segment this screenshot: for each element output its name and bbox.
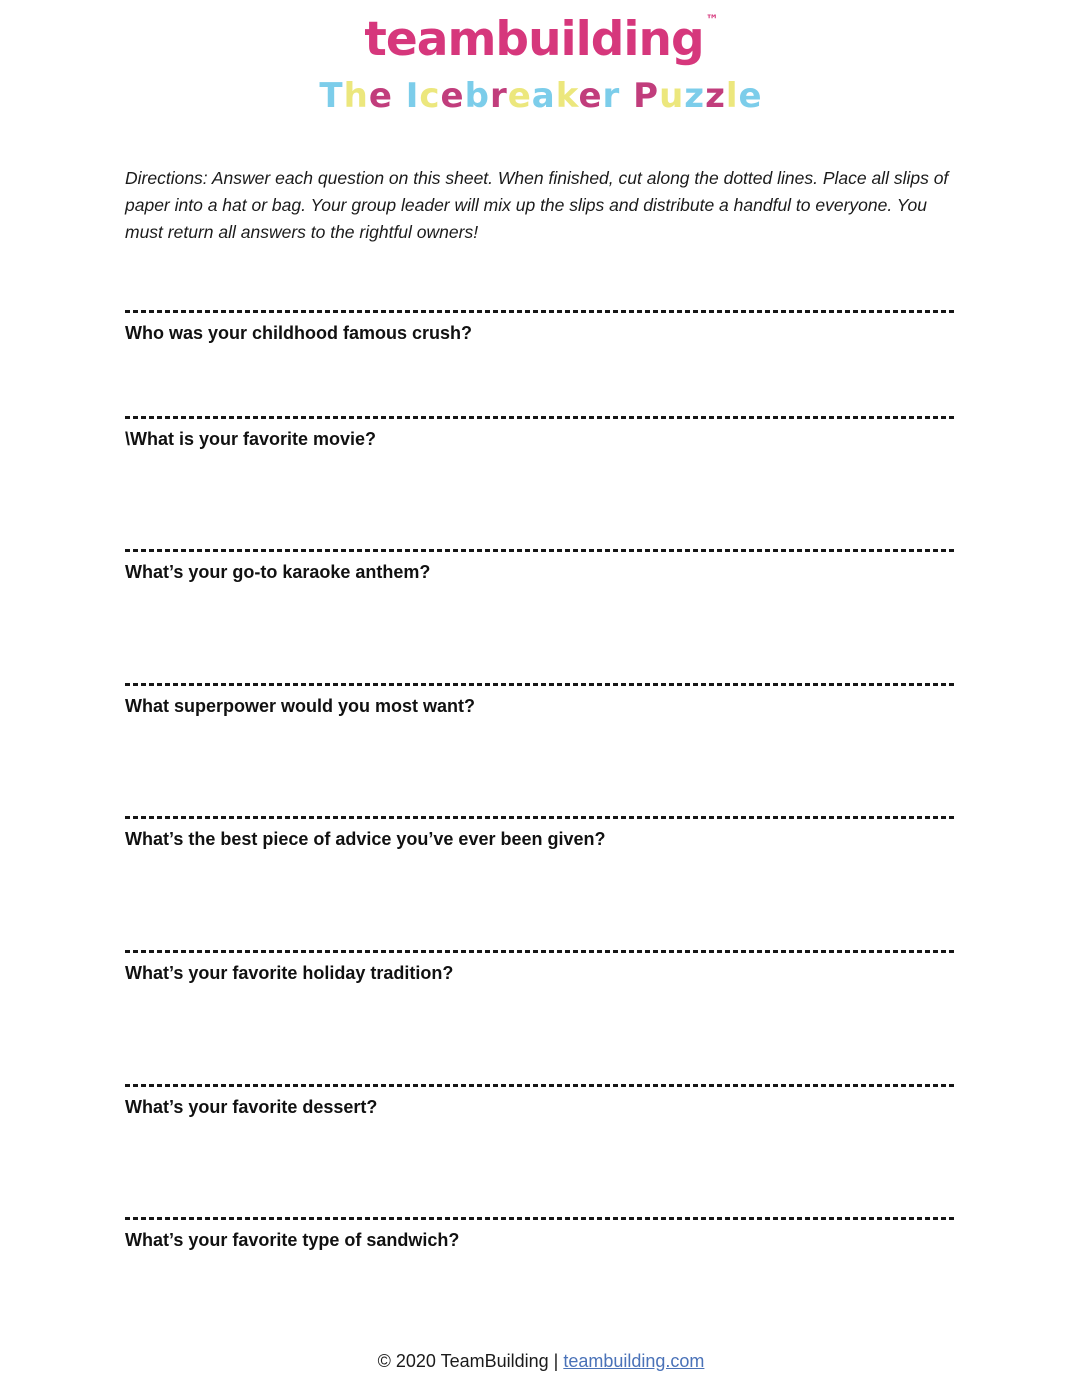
- cut-line: [125, 683, 957, 686]
- question-block: [125, 310, 957, 345]
- title-letter: e: [578, 76, 603, 116]
- question-block: [125, 950, 957, 985]
- questions-list: [125, 310, 957, 1252]
- page-title: [125, 76, 957, 116]
- title-letter: r: [602, 76, 621, 116]
- question-text: What’s your favorite dessert?: [125, 1096, 378, 1117]
- title-letter: e: [738, 76, 763, 116]
- cut-line: [125, 310, 957, 313]
- title-letter: c: [419, 76, 441, 116]
- title-letter: e: [368, 76, 393, 116]
- title-letter: [620, 76, 633, 116]
- question-text: What superpower would you most want?: [125, 695, 476, 716]
- title-letter: l: [725, 76, 739, 116]
- title-letter: h: [343, 76, 369, 116]
- title-letter: e: [507, 76, 532, 116]
- footer: [125, 1351, 957, 1372]
- title-letter: e: [440, 76, 465, 116]
- website-link[interactable]: teambuilding.com: [563, 1350, 705, 1371]
- title-letter: b: [464, 76, 490, 116]
- question-block: [125, 816, 957, 851]
- title-letter: a: [531, 76, 556, 116]
- cut-line: [125, 549, 957, 552]
- title-letter: z: [684, 76, 706, 116]
- cut-line: [125, 416, 957, 419]
- question-block: [125, 683, 957, 718]
- title-letter: z: [705, 76, 726, 116]
- directions-text: Directions: Answer each question on this sheet. When finished, cut along the dotted lines. Place all slips of paper into a hat or bag. Your group leader will mix up the slips and distribute a handful to everyone. You must return all answers to the rightful owners!: [125, 168, 949, 242]
- question-text: What’s your go-to karaoke anthem?: [125, 562, 431, 583]
- question-text: What’s the best piece of advice you’ve ever been given?: [125, 829, 606, 850]
- question-text: Who was your childhood famous crush?: [125, 323, 473, 343]
- title-letter: T: [319, 76, 344, 116]
- title-letter: k: [555, 76, 579, 116]
- cut-line: [125, 950, 957, 953]
- title-letter: r: [489, 76, 508, 116]
- cut-line: [125, 816, 957, 819]
- question-text: What’s your favorite holiday tradition?: [125, 962, 454, 983]
- question-block: [125, 1084, 957, 1119]
- trademark-symbol: ™: [705, 13, 718, 28]
- title-letter: P: [633, 76, 660, 116]
- question-block: [125, 549, 957, 584]
- copyright-text: © 2020 TeamBuilding |: [377, 1350, 564, 1371]
- question-text: \What is your favorite movie?: [125, 428, 377, 449]
- question-block: [125, 416, 957, 451]
- teambuilding-logo: [364, 12, 718, 67]
- header: [125, 12, 957, 67]
- cut-line: [125, 1217, 957, 1220]
- title-letter: [393, 76, 406, 116]
- teambuilding-logo-text: teambuilding: [364, 12, 704, 67]
- question-block: [125, 1217, 957, 1252]
- cut-line: [125, 1084, 957, 1087]
- question-text: What’s your favorite type of sandwich?: [125, 1230, 460, 1251]
- title-letter: u: [659, 76, 685, 116]
- title-letter: I: [405, 76, 420, 116]
